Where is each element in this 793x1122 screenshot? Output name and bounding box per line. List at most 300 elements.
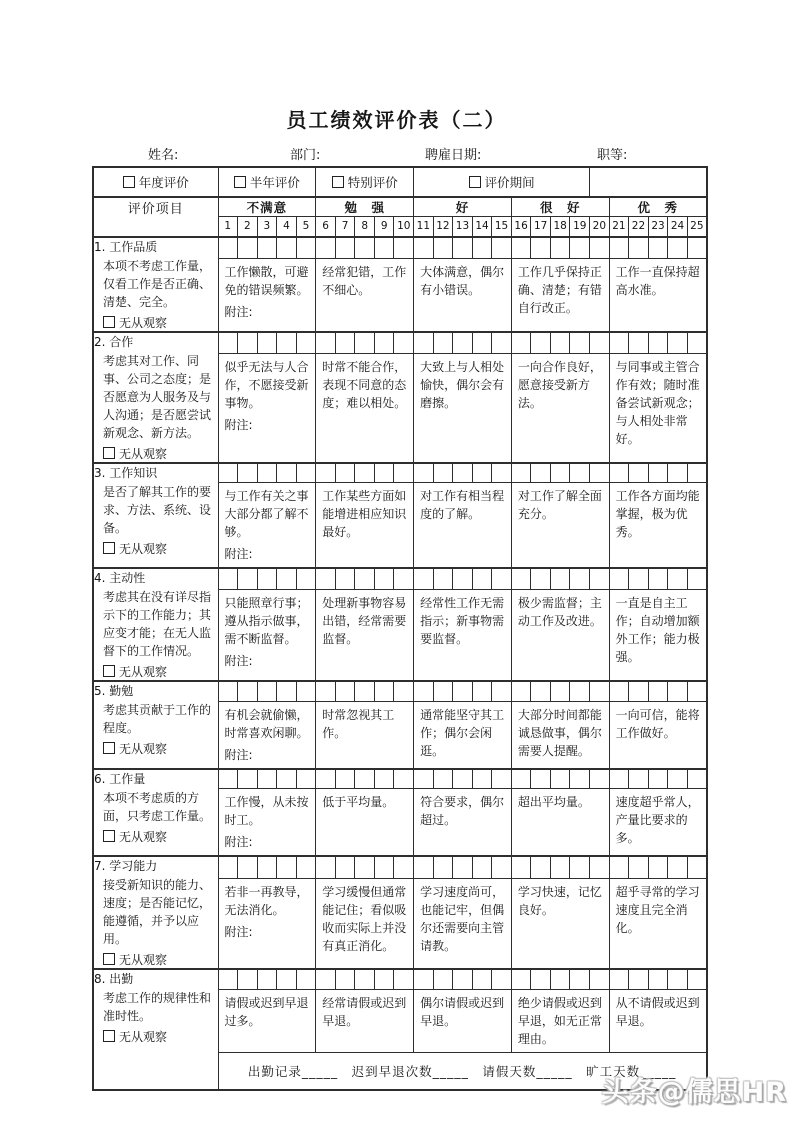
score-col-8: 8 [355, 217, 375, 237]
tick-cell[interactable] [277, 237, 297, 259]
tick-cell[interactable] [472, 332, 492, 354]
tick-cell[interactable] [218, 463, 238, 483]
tick-cell[interactable] [687, 568, 707, 589]
tick-cell[interactable] [570, 769, 590, 789]
rating-desc-cell: 似乎无法与人合作，不愿接受新事物。 附注: [218, 353, 316, 462]
tick-cell[interactable] [492, 769, 512, 789]
tick-cell[interactable] [433, 856, 453, 878]
tick-cell[interactable] [316, 463, 336, 483]
checkbox-icon[interactable] [123, 176, 135, 188]
tick-cell[interactable] [570, 568, 590, 589]
tick-cell[interactable] [590, 237, 610, 259]
checkbox-icon[interactable] [103, 742, 115, 754]
rating-desc-cell: 大致上与人相处愉快，偶尔会有磨擦。 [414, 353, 512, 462]
tick-cell[interactable] [414, 332, 434, 354]
rating-desc-cell: 时常不能合作，表现不同意的态度；难以相处。 [316, 353, 414, 462]
tick-cell[interactable] [570, 237, 590, 259]
tick-cell[interactable] [550, 237, 570, 259]
checkbox-halfyear-eval[interactable]: 半年评价 [218, 167, 316, 197]
score-col-5: 5 [296, 217, 316, 237]
tick-cell[interactable] [277, 463, 297, 483]
tick-cell[interactable] [296, 463, 316, 483]
checkbox-icon[interactable] [103, 447, 115, 459]
tick-cell[interactable] [238, 463, 258, 483]
no-observe-checkbox[interactable]: 无从观察 [94, 951, 218, 968]
tick-cell[interactable] [238, 856, 258, 878]
tick-cell[interactable] [531, 769, 551, 789]
tick-cell[interactable] [531, 568, 551, 589]
tick-cell[interactable] [414, 568, 434, 589]
tick-cell[interactable] [414, 681, 434, 701]
tick-cell[interactable] [316, 681, 336, 701]
tick-cell[interactable] [531, 969, 551, 989]
tick-cell[interactable] [668, 681, 688, 701]
score-col-3: 3 [257, 217, 277, 237]
tick-cell[interactable] [394, 856, 414, 878]
no-observe-checkbox[interactable]: 无从观察 [94, 740, 218, 757]
tick-cell[interactable] [648, 769, 668, 789]
tick-cell[interactable] [492, 969, 512, 989]
tick-cell[interactable] [492, 856, 512, 878]
checkbox-icon[interactable] [332, 176, 344, 188]
tick-cell[interactable] [218, 856, 238, 878]
rating-desc-cell: 通常能坚守其工作；偶尔会闲逛。 [414, 701, 512, 769]
tick-cell[interactable] [609, 568, 629, 589]
tick-cell[interactable] [257, 332, 277, 354]
tick-cell[interactable] [687, 463, 707, 483]
rating-desc-cell: 工作一直保持超高水准。 [609, 258, 707, 331]
checkbox-icon[interactable] [103, 316, 115, 328]
tick-cell[interactable] [453, 769, 473, 789]
score-col-21: 21 [609, 217, 629, 237]
tick-cell[interactable] [238, 769, 258, 789]
tick-cell[interactable] [316, 237, 336, 259]
tick-cell[interactable] [316, 568, 336, 589]
tick-cell[interactable] [394, 237, 414, 259]
tick-cell[interactable] [492, 237, 512, 259]
tick-cell[interactable] [374, 237, 394, 259]
tick-cell[interactable] [511, 332, 531, 354]
rating-desc-cell: 偶尔请假或迟到早退。 [414, 989, 512, 1052]
tick-cell[interactable] [453, 237, 473, 259]
tick-cell[interactable] [296, 856, 316, 878]
tick-cell[interactable] [687, 969, 707, 989]
tick-cell[interactable] [531, 681, 551, 701]
item-label-cell: 2. 合作 考虑其对工作、同事、公司之态度；是否愿意为人服务及与人沟通；是否愿尝试新观念、新方法。 无从观察 [93, 332, 218, 463]
tick-cell[interactable] [511, 769, 531, 789]
tick-cell[interactable] [511, 856, 531, 878]
tick-cell[interactable] [257, 856, 277, 878]
tick-cell[interactable] [296, 332, 316, 354]
no-observe-checkbox[interactable]: 无从观察 [94, 314, 218, 331]
tick-cell[interactable] [277, 769, 297, 789]
page-title: 员工绩效评价表（二） [286, 108, 507, 132]
tick-cell[interactable] [374, 769, 394, 789]
tick-cell[interactable] [335, 463, 355, 483]
rating-desc-cell: 经常性工作无需指示；新事物需要监督。 [414, 589, 512, 681]
tick-cell[interactable] [668, 237, 688, 259]
rating-desc-cell: 若非一再教导，无法消化。 附注: [218, 878, 316, 969]
tick-cell[interactable] [629, 856, 649, 878]
checkbox-icon[interactable] [103, 665, 115, 677]
tick-cell[interactable] [629, 681, 649, 701]
tick-cell[interactable] [257, 969, 277, 989]
tick-cell[interactable] [492, 568, 512, 589]
tick-cell[interactable] [472, 969, 492, 989]
score-col-4: 4 [277, 217, 297, 237]
score-col-12: 12 [433, 217, 453, 237]
tick-cell[interactable] [374, 856, 394, 878]
tick-cell[interactable] [550, 463, 570, 483]
tick-cell[interactable] [238, 237, 258, 259]
tick-cell[interactable] [550, 681, 570, 701]
tick-cell[interactable] [355, 568, 375, 589]
tick-cell[interactable] [277, 856, 297, 878]
tick-cell[interactable] [629, 463, 649, 483]
tick-cell[interactable] [609, 237, 629, 259]
score-col-13: 13 [453, 217, 473, 237]
rating-desc-cell: 低于平均量。 [316, 789, 414, 857]
tick-cell[interactable] [511, 681, 531, 701]
tick-cell[interactable] [355, 463, 375, 483]
rating-desc-cell: 一向可信，能将工作做好。 [609, 701, 707, 769]
tick-cell[interactable] [668, 568, 688, 589]
tick-cell[interactable] [414, 463, 434, 483]
tick-cell[interactable] [316, 332, 336, 354]
tick-cell[interactable] [687, 856, 707, 878]
rating-desc-cell: 大部分时间都能诚恳做事，偶尔需要人提醒。 [511, 701, 609, 769]
rating-desc-cell: 只能照章行事；遵从指示做事，需不断监督。 附注: [218, 589, 316, 681]
category-very-good: 很 好 [511, 197, 609, 217]
tick-cell[interactable] [433, 463, 453, 483]
tick-cell[interactable] [277, 332, 297, 354]
tick-cell[interactable] [570, 681, 590, 701]
tick-cell[interactable] [609, 856, 629, 878]
tick-cell[interactable] [296, 681, 316, 701]
tick-cell[interactable] [316, 856, 336, 878]
tick-cell[interactable] [374, 332, 394, 354]
tick-cell[interactable] [238, 681, 258, 701]
tick-cell[interactable] [609, 969, 629, 989]
eval-type-row [93, 167, 707, 197]
tick-cell[interactable] [590, 681, 610, 701]
tick-cell[interactable] [394, 332, 414, 354]
tick-cell[interactable] [257, 463, 277, 483]
rating-desc-cell: 绝少请假或迟到早退，如无正常理由。 [511, 989, 609, 1052]
tick-cell[interactable] [687, 769, 707, 789]
no-observe-checkbox[interactable]: 无从观察 [94, 663, 218, 680]
tick-cell[interactable] [355, 332, 375, 354]
tick-cell[interactable] [296, 769, 316, 789]
tick-cell[interactable] [648, 681, 668, 701]
score-col-22: 22 [629, 217, 649, 237]
tick-cell[interactable] [629, 568, 649, 589]
tick-cell[interactable] [453, 568, 473, 589]
tick-cell[interactable] [570, 969, 590, 989]
tick-cell[interactable] [668, 769, 688, 789]
tick-cell[interactable] [355, 969, 375, 989]
tick-cell[interactable] [609, 463, 629, 483]
tick-cell[interactable] [296, 969, 316, 989]
tick-cell[interactable] [433, 568, 453, 589]
tick-cell[interactable] [531, 237, 551, 259]
tick-cell[interactable] [472, 681, 492, 701]
tick-cell[interactable] [648, 332, 668, 354]
tick-cell[interactable] [590, 856, 610, 878]
tick-row-diligence [93, 681, 707, 701]
tick-cell[interactable] [218, 237, 238, 259]
tick-cell[interactable] [374, 969, 394, 989]
tick-cell[interactable] [590, 969, 610, 989]
tick-cell[interactable] [238, 332, 258, 354]
tick-cell[interactable] [570, 463, 590, 483]
tick-cell[interactable] [414, 856, 434, 878]
tick-cell[interactable] [687, 332, 707, 354]
tick-row-knowledge [93, 463, 707, 483]
tick-cell[interactable] [472, 568, 492, 589]
rating-desc-cell: 大体满意，偶尔有小错误。 [414, 258, 512, 331]
tick-cell[interactable] [511, 463, 531, 483]
tick-cell[interactable] [433, 237, 453, 259]
tick-cell[interactable] [335, 568, 355, 589]
tick-cell[interactable] [335, 237, 355, 259]
tick-cell[interactable] [668, 856, 688, 878]
tick-cell[interactable] [257, 769, 277, 789]
tick-cell[interactable] [550, 568, 570, 589]
tick-cell[interactable] [472, 769, 492, 789]
no-observe-checkbox[interactable]: 无从观察 [94, 540, 218, 557]
tick-row-quality [93, 237, 707, 259]
score-col-25: 25 [687, 217, 707, 237]
rating-desc-cell: 对工作了解全面充分。 [511, 483, 609, 569]
tick-cell[interactable] [531, 463, 551, 483]
score-col-1: 1 [218, 217, 238, 237]
tick-cell[interactable] [511, 237, 531, 259]
checkbox-icon[interactable] [234, 176, 246, 188]
tick-cell[interactable] [433, 332, 453, 354]
rating-desc-cell: 超出平均量。 [511, 789, 609, 857]
tick-cell[interactable] [609, 769, 629, 789]
score-col-18: 18 [550, 217, 570, 237]
tick-cell[interactable] [550, 769, 570, 789]
tick-cell[interactable] [218, 769, 238, 789]
score-col-17: 17 [531, 217, 551, 237]
item-label-cell: 8. 出勤 考虑工作的规律性和准时性。 无从观察 [93, 969, 218, 1090]
field-job-grade[interactable]: 职等: [597, 148, 628, 163]
tick-cell[interactable] [668, 969, 688, 989]
watermark: 头条@儒思HR [601, 1077, 787, 1108]
tick-cell[interactable] [316, 969, 336, 989]
rating-desc-cell: 处理新事物容易出错，经常需要监督。 [316, 589, 414, 681]
rating-desc-cell: 符合要求，偶尔超过。 [414, 789, 512, 857]
tick-cell[interactable] [394, 463, 414, 483]
rating-desc-cell: 工作各方面均能掌握，极为优秀。 [609, 483, 707, 569]
tick-cell[interactable] [629, 237, 649, 259]
tick-cell[interactable] [277, 681, 297, 701]
tick-cell[interactable] [453, 856, 473, 878]
field-name[interactable]: 姓名: [148, 148, 179, 163]
tick-cell[interactable] [433, 681, 453, 701]
tick-cell[interactable] [629, 969, 649, 989]
tick-cell[interactable] [531, 856, 551, 878]
no-observe-checkbox[interactable]: 无从观察 [94, 445, 218, 462]
tick-cell[interactable] [335, 332, 355, 354]
tick-cell[interactable] [609, 332, 629, 354]
tick-cell[interactable] [648, 856, 668, 878]
tick-cell[interactable] [629, 769, 649, 789]
score-col-23: 23 [648, 217, 668, 237]
score-col-19: 19 [570, 217, 590, 237]
tick-cell[interactable] [218, 969, 238, 989]
tick-cell[interactable] [570, 332, 590, 354]
item-label-cell: 4. 主动性 考虑其在没有详尽指示下的工作能力；其应变才能；在无人监督下的工作情况。 无从观察 [93, 568, 218, 681]
rating-desc-cell: 与同事或主管合作有效；随时准备尝试新观念；与人相处非常好。 [609, 353, 707, 462]
rating-desc-cell: 学习缓慢但通常能记住；看似吸收而实际上并没有真正消化。 [316, 878, 414, 969]
tick-cell[interactable] [277, 568, 297, 589]
rating-desc-cell: 经常请假或迟到早退。 [316, 989, 414, 1052]
rating-desc-cell: 从不请假或迟到早退。 [609, 989, 707, 1052]
tick-cell[interactable] [590, 769, 610, 789]
tick-cell[interactable] [374, 463, 394, 483]
checkbox-eval-period[interactable]: 评价期间 [414, 167, 590, 197]
checkbox-icon[interactable] [103, 1030, 115, 1042]
tick-cell[interactable] [257, 237, 277, 259]
attendance-record-blanks[interactable]: 出勤记录_____ 迟到早退次数_____ 请假天数_____ 旷工天数_____ [218, 1052, 707, 1090]
tick-cell[interactable] [355, 769, 375, 789]
tick-cell[interactable] [590, 332, 610, 354]
tick-cell[interactable] [316, 769, 336, 789]
rating-desc-cell: 对工作有相当程度的了解。 [414, 483, 512, 569]
tick-cell[interactable] [257, 681, 277, 701]
checkbox-icon[interactable] [469, 176, 481, 188]
tick-cell[interactable] [355, 856, 375, 878]
tick-row-learning [93, 856, 707, 878]
rating-desc-cell: 学习速度尚可，也能记牢，但偶尔还需要向主管请教。 [414, 878, 512, 969]
tick-cell[interactable] [648, 463, 668, 483]
item-label-cell: 3. 工作知识 是否了解其工作的要求、方法、系统、设备。 无从观察 [93, 463, 218, 569]
rating-desc-cell: 工作几乎保持正确、清楚；有错自行改正。 [511, 258, 609, 331]
tick-cell[interactable] [296, 237, 316, 259]
tick-cell[interactable] [335, 681, 355, 701]
no-observe-checkbox[interactable]: 无从观察 [94, 1028, 218, 1045]
tick-cell[interactable] [257, 568, 277, 589]
tick-cell[interactable] [531, 332, 551, 354]
tick-cell[interactable] [414, 769, 434, 789]
checkbox-icon[interactable] [103, 830, 115, 842]
tick-cell[interactable] [648, 568, 668, 589]
tick-cell[interactable] [296, 568, 316, 589]
score-col-2: 2 [238, 217, 258, 237]
score-col-24: 24 [668, 217, 688, 237]
tick-cell[interactable] [238, 969, 258, 989]
tick-cell[interactable] [218, 568, 238, 589]
tick-cell[interactable] [550, 332, 570, 354]
no-observe-checkbox[interactable]: 无从观察 [94, 828, 218, 845]
item-label-cell: 1. 工作品质 本项不考虑工作量，仅看工作是否正确、清楚、完全。 无从观察 [93, 237, 218, 332]
tick-cell[interactable] [335, 769, 355, 789]
tick-cell[interactable] [590, 568, 610, 589]
tick-cell[interactable] [492, 681, 512, 701]
tick-cell[interactable] [492, 463, 512, 483]
tick-cell[interactable] [687, 681, 707, 701]
tick-cell[interactable] [590, 463, 610, 483]
category-unsatisfactory: 不满意 [218, 197, 316, 217]
tick-cell[interactable] [472, 463, 492, 483]
tick-cell[interactable] [218, 332, 238, 354]
score-col-16: 16 [511, 217, 531, 237]
score-col-11: 11 [414, 217, 434, 237]
tick-cell[interactable] [472, 856, 492, 878]
tick-cell[interactable] [668, 463, 688, 483]
rating-desc-cell: 速度超乎常人，产量比要求的多。 [609, 789, 707, 857]
tick-cell[interactable] [355, 237, 375, 259]
checkbox-icon[interactable] [103, 542, 115, 554]
eval-period-blank[interactable] [590, 167, 707, 197]
item-label-cell: 7. 学习能力 接受新知识的能力、速度；是否能记忆，能遵循，并予以应用。 无从观察 [93, 856, 218, 969]
rating-desc-cell: 工作慢，从未按时工。 附注: [218, 789, 316, 857]
tick-cell[interactable] [394, 681, 414, 701]
tick-cell[interactable] [492, 332, 512, 354]
tick-cell[interactable] [453, 463, 473, 483]
tick-cell[interactable] [394, 568, 414, 589]
tick-cell[interactable] [394, 769, 414, 789]
score-col-15: 15 [492, 217, 512, 237]
tick-cell[interactable] [394, 969, 414, 989]
tick-cell[interactable] [648, 237, 668, 259]
tick-cell[interactable] [511, 969, 531, 989]
item-column-header: 评价项目 [93, 197, 218, 237]
tick-cell[interactable] [218, 681, 238, 701]
tick-cell[interactable] [374, 568, 394, 589]
tick-cell[interactable] [609, 681, 629, 701]
tick-cell[interactable] [433, 769, 453, 789]
checkbox-annual-eval[interactable]: 年度评价 [93, 167, 218, 197]
rating-desc-cell: 学习快速，记忆良好。 [511, 878, 609, 969]
category-good: 好 [414, 197, 512, 217]
tick-cell[interactable] [414, 969, 434, 989]
rating-desc-cell: 工作某些方面如能增进相应知识最好。 [316, 483, 414, 569]
tick-cell[interactable] [335, 969, 355, 989]
tick-cell[interactable] [550, 856, 570, 878]
tick-cell[interactable] [453, 332, 473, 354]
rating-desc-cell: 工作懒散，可避免的错误频繁。 附注: [218, 258, 316, 331]
evaluation-table [92, 166, 708, 1091]
tick-cell[interactable] [687, 237, 707, 259]
tick-cell[interactable] [550, 969, 570, 989]
checkbox-special-eval[interactable]: 特别评价 [316, 167, 414, 197]
tick-cell[interactable] [570, 856, 590, 878]
tick-cell[interactable] [511, 568, 531, 589]
tick-cell[interactable] [335, 856, 355, 878]
tick-cell[interactable] [453, 969, 473, 989]
rating-desc-cell: 一直是自主工作；自动增加额外工作；能力极强。 [609, 589, 707, 681]
tick-cell[interactable] [629, 332, 649, 354]
tick-cell[interactable] [668, 332, 688, 354]
tick-cell[interactable] [277, 969, 297, 989]
field-department[interactable]: 部门: [290, 148, 321, 163]
tick-cell[interactable] [472, 237, 492, 259]
item-label-cell: 6. 工作量 本项不考虑质的方面，只考虑工作量。 无从观察 [93, 769, 218, 857]
tick-cell[interactable] [453, 681, 473, 701]
tick-cell[interactable] [433, 969, 453, 989]
tick-cell[interactable] [414, 237, 434, 259]
tick-cell[interactable] [374, 681, 394, 701]
field-hire-date[interactable]: 聘雇日期: [425, 148, 482, 163]
tick-cell[interactable] [238, 568, 258, 589]
tick-cell[interactable] [648, 969, 668, 989]
tick-cell[interactable] [355, 681, 375, 701]
checkbox-icon[interactable] [103, 953, 115, 965]
